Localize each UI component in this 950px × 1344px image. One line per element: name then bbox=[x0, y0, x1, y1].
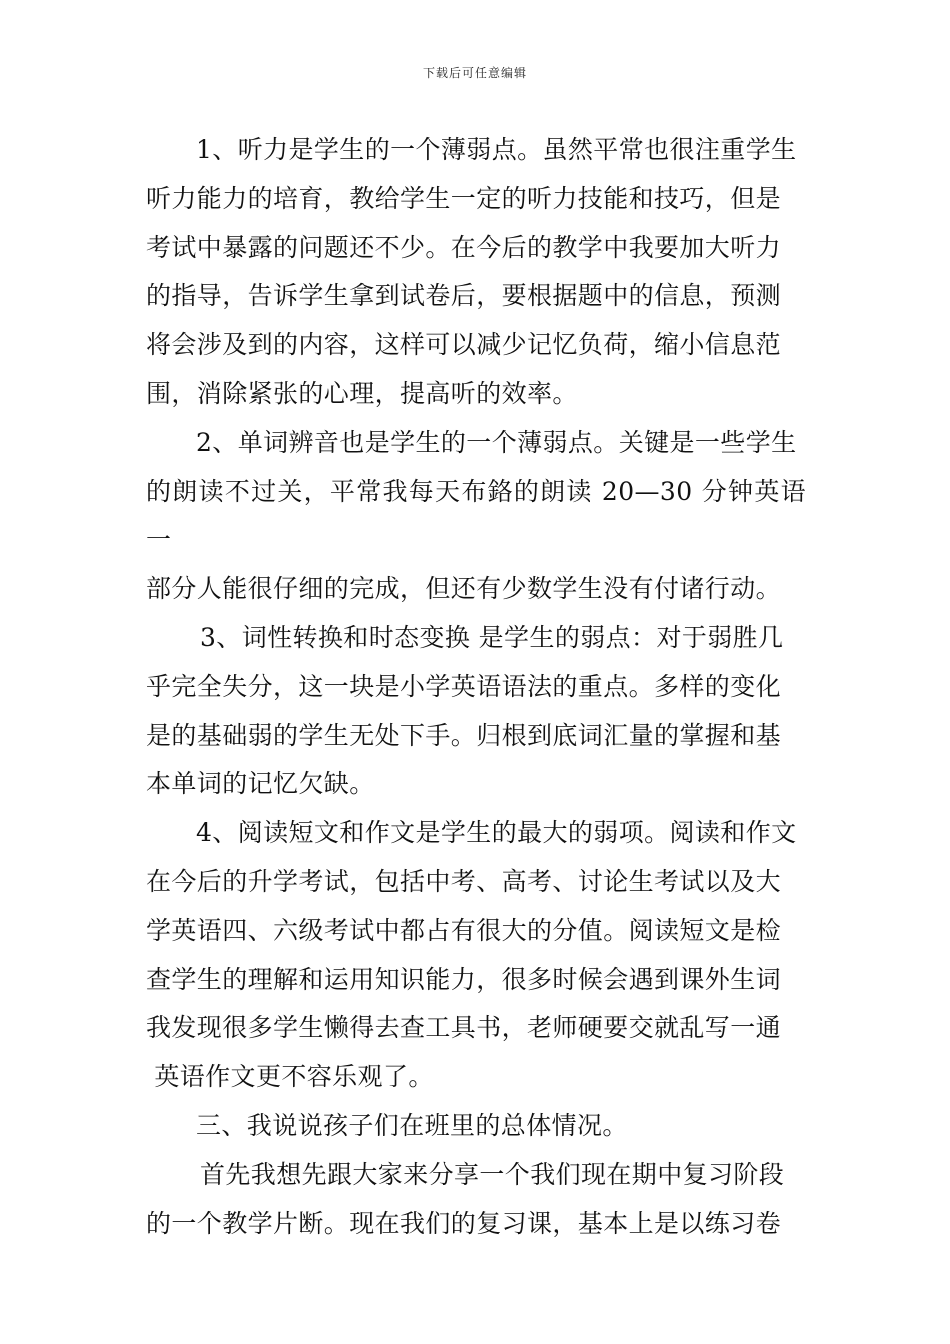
text-line: 的指导，告诉学生拿到试卷后，要根据题中的信息，预测 bbox=[146, 281, 782, 311]
text-line: 查学生的理解和运用知识能力，很多时候会遇到课外生词 bbox=[146, 964, 782, 994]
paragraph-section-three bbox=[146, 1102, 806, 1151]
text-line: 在今后的升学考试，包括中考、高考、讨论生考试以及大 bbox=[146, 866, 782, 896]
text-line: 3、词性转换和时态变换 是学生的弱点：对于弱胜几 bbox=[200, 622, 784, 652]
text-line: 2、单词辨音也是学生的一个薄弱点。关键是一些学生 bbox=[196, 427, 797, 457]
document-body bbox=[146, 126, 806, 1248]
text-line: 的朗读不过关，平常我每天布鉻的朗读 20—30 分钟英语一 bbox=[146, 476, 806, 555]
text-line: 部分人能很仔细的完成，但还有少数学生没有付诸行动。 bbox=[146, 574, 782, 604]
text-line: 1、听力是学生的一个薄弱点。虽然平常也很注重学生 bbox=[196, 135, 797, 164]
paragraph-listening bbox=[146, 126, 806, 419]
text-line: 学英语四、六级考试中都占有很大的分值。阅读短文是检 bbox=[146, 915, 782, 945]
paragraph-teaching-fragment bbox=[146, 1151, 806, 1249]
text-line: 我发现很多学生懒得去查工具书，老师硬要交就乱写一通 bbox=[146, 1013, 782, 1043]
text-line: 听力能力的培育，教给学生一定的听力技能和技巧，但是 bbox=[146, 183, 782, 213]
paragraph-word-forms bbox=[146, 614, 806, 809]
paragraph-word-sounds bbox=[146, 419, 806, 614]
text-line: 的一个教学片断。现在我们的复习课，基本上是以练习卷 bbox=[146, 1208, 782, 1238]
text-line: 是的基础弱的学生无处下手。归根到底词汇量的掌握和基 bbox=[146, 720, 782, 750]
text-line: 三、我说说孩子们在班里的总体情况。 bbox=[196, 1110, 628, 1140]
text-line: 4、阅读短文和作文是学生的最大的弱项。阅读和作文 bbox=[196, 818, 797, 848]
paragraph-reading-writing bbox=[146, 809, 806, 1102]
text-line: 本单词的记忆欠缺。 bbox=[146, 769, 375, 799]
text-line: 将会涉及到的内容，这样可以减少记忆负荷，缩小信息范 bbox=[146, 330, 782, 360]
text-line: 乎完全失分，这一块是小学英语语法的重点。多样的变化 bbox=[146, 671, 782, 701]
page-header: 下载后可任意编辑 bbox=[422, 66, 527, 80]
text-line: 围，消除紧张的心理，提高听的效率。 bbox=[146, 378, 578, 408]
text-line: 首先我想先跟大家来分享一个我们现在期中复习阶段 bbox=[200, 1159, 785, 1189]
text-line: 考试中暴露的问题还不少。在今后的教学中我要加大听力 bbox=[146, 232, 782, 262]
text-line: 英语作文更不容乐观了。 bbox=[146, 1062, 434, 1092]
